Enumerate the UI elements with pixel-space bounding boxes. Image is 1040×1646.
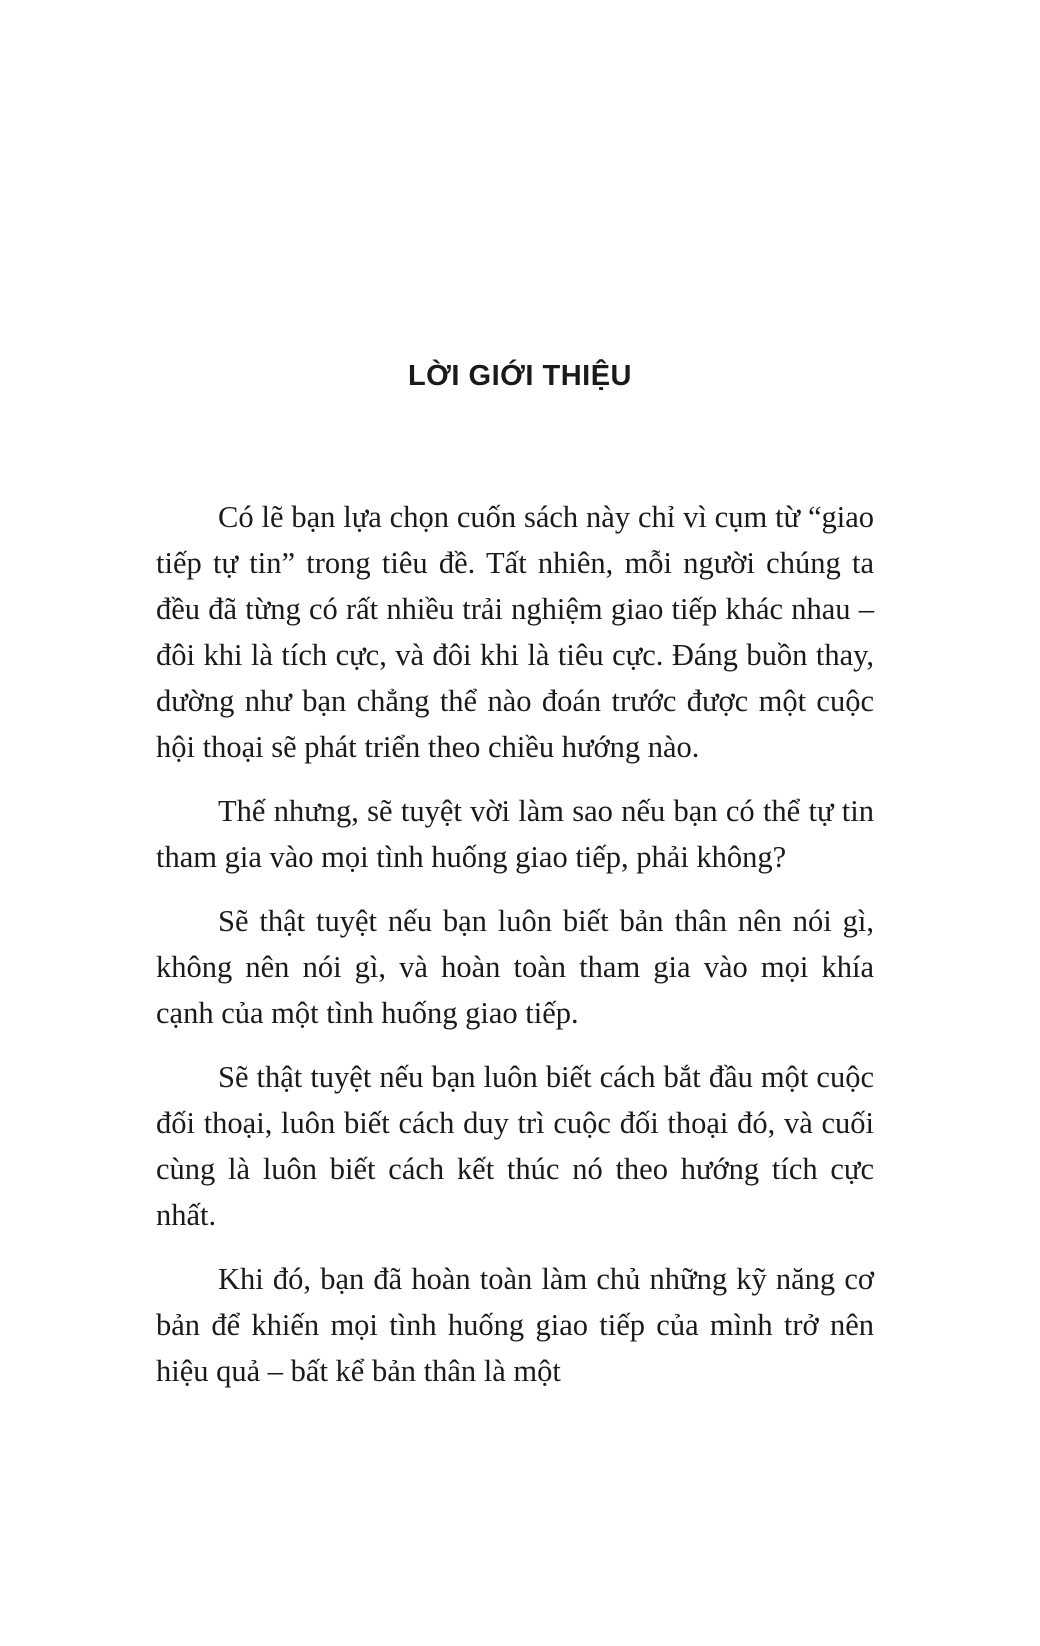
body-text [156,494,874,1394]
paragraph: Sẽ thật tuyệt nếu bạn luôn biết cách bắt đầu một cuộc đối thoại, luôn biết cách duy trì cuộc đối thoại đó, và cuối cùng là luôn biết cách kết thúc nó theo hướng tích cực nhất. [156,1060,874,1232]
chapter-title: LỜI GIỚI THIỆU [407,360,633,392]
paragraph: Sẽ thật tuyệt nếu bạn luôn biết bản thân nên nói gì, không nên nói gì, và hoàn toàn tham gia vào mọi khía cạnh của một tình huống giao tiếp. [156,904,874,1030]
paragraph: Có lẽ bạn lựa chọn cuốn sách này chỉ vì cụm từ “giao tiếp tự tin” trong tiêu đề. Tất nhiên, mỗi người chúng ta đều đã từng có rất nhiều trải nghiệm giao tiếp khác nhau – đôi khi là tích cực, và đôi khi là tiêu cực. Đáng buồn thay, dường như bạn chẳng thể nào đoán trước được một cuộc hội thoại sẽ phát triển theo chiều hướng nào. [156,500,874,764]
paragraph: Thế nhưng, sẽ tuyệt vời làm sao nếu bạn có thể tự tin tham gia vào mọi tình huống giao tiếp, phải không? [156,794,874,874]
paragraph: Khi đó, bạn đã hoàn toàn làm chủ những kỹ năng cơ bản để khiến mọi tình huống giao tiếp của mình trở nên hiệu quả – bất kể bản thân là một [156,1262,874,1388]
